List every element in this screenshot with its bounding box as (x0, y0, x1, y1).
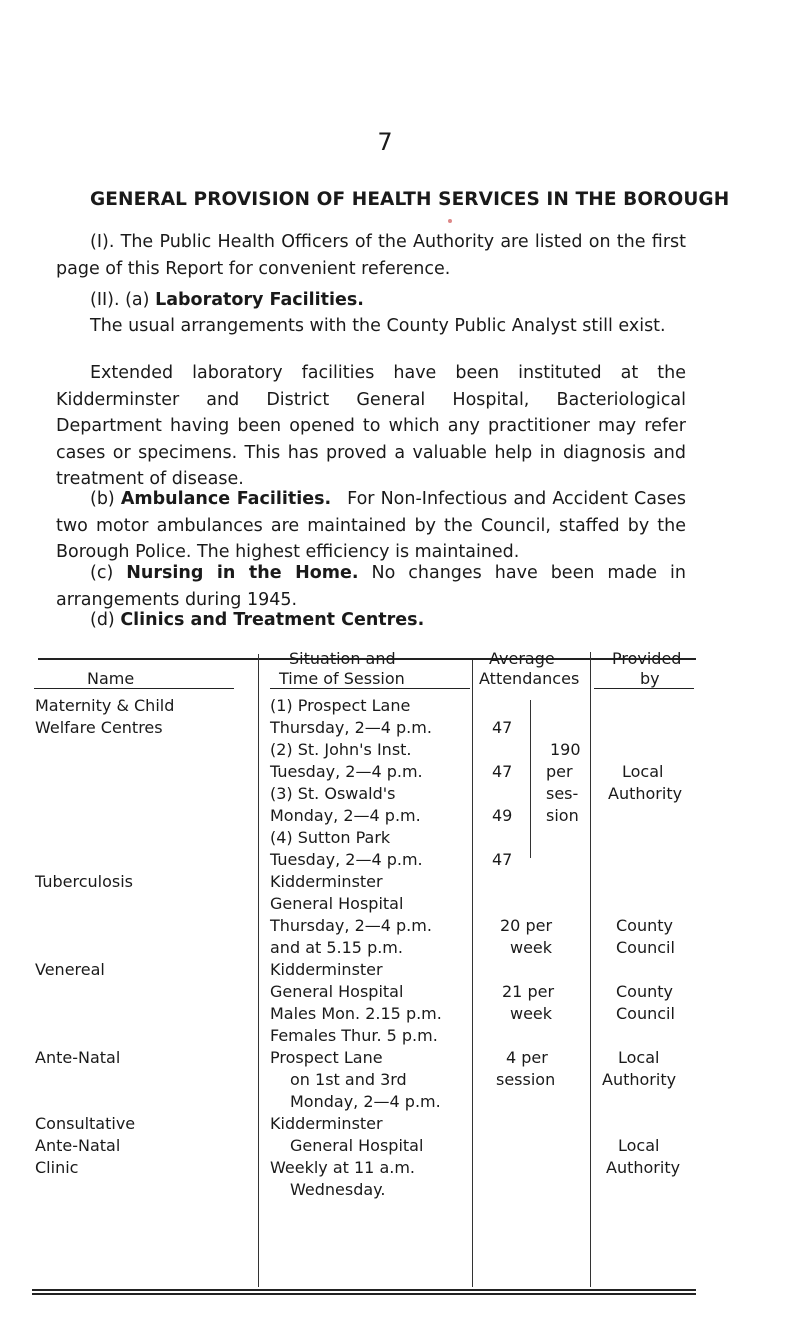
column-divider-3 (590, 652, 591, 1287)
table-bottom-rule-2 (32, 1293, 696, 1295)
row-cons-s3: Weekly at 11 a.m. (270, 1158, 416, 1177)
row-tb-s3: Thursday, 2—4 p.m. (270, 916, 432, 935)
paragraph-1-text: (I). The Public Health Officers of the Authority are listed on the first page of this Report for convenient reference. (56, 232, 686, 279)
row-tb-s2: General Hospital (270, 894, 404, 913)
row-mcw-total-4: sion (546, 806, 579, 825)
row-tb-provided-2: Council (616, 938, 675, 957)
row-tb-avg-1: 20 per (500, 916, 553, 935)
row-mcw-provided-1: Local (622, 762, 664, 781)
header-situation-2: Time of Session (279, 669, 405, 688)
header-situation-1: Situation and (289, 649, 396, 668)
row-mcw-avg-2: 47 (492, 762, 513, 781)
row-ven-s4: Females Thur. 5 p.m. (270, 1026, 438, 1045)
row-tb-avg-2: week (510, 938, 553, 957)
row-an-s1: Prospect Lane (270, 1048, 383, 1067)
row-ven-s3: Males Mon. 2.15 p.m. (270, 1004, 442, 1023)
row-an-avg-1: 4 per (506, 1048, 548, 1067)
row-mcw-avg-4: 47 (492, 850, 513, 869)
header-average-1: Average (489, 649, 555, 668)
section-d-label: (d) (90, 610, 115, 630)
row-an-provided-1: Local (618, 1048, 660, 1067)
row-tb-s1: Kidderminster (270, 872, 383, 891)
section-c-label: (c) (90, 563, 114, 583)
row-ven-name: Venereal (35, 960, 105, 979)
row-cons-s2: General Hospital (290, 1136, 424, 1155)
column-divider-1 (258, 654, 259, 1287)
row-mcw-s1: (1) Prospect Lane (270, 696, 411, 715)
header-name: Name (87, 669, 135, 688)
table-bottom-rule (32, 1289, 696, 1291)
row-ven-s1: Kidderminster (270, 960, 383, 979)
row-an-s2: on 1st and 3rd (290, 1070, 407, 1089)
row-mcw-name-1: Maternity & Child (35, 696, 175, 715)
row-mcw-avg-3: 49 (492, 806, 513, 825)
row-mcw-avg-1: 47 (492, 718, 513, 737)
row-cons-name-3: Clinic (35, 1158, 79, 1177)
section-ii-label: (II). (a) (90, 290, 150, 310)
paragraph-4-text: Extended laboratory facilities have been instituted at the Kidderminster and District General Hospital, Bacteriological Department having been opened to which any practitioner may refer cases or specimens. This has proved a valuable help in diagnosis and treatment of disease. (56, 363, 686, 489)
row-an-s3: Monday, 2—4 p.m. (290, 1092, 441, 1111)
laboratory-facilities-title: Laboratory Facilities. (155, 290, 364, 310)
row-mcw-total-2: per (546, 762, 573, 781)
row-tb-s4: and at 5.15 p.m. (270, 938, 403, 957)
page-heading: GENERAL PROVISION OF HEALTH SERVICES IN THE BOROUGH (90, 189, 730, 210)
row-an-avg-2: session (496, 1070, 556, 1089)
row-cons-name-2: Ante-Natal (35, 1136, 121, 1155)
row-mcw-s5: (3) St. Oswald's (270, 784, 396, 803)
row-cons-provided-1: Local (618, 1136, 660, 1155)
row-ven-provided-1: County (616, 982, 673, 1001)
paragraph-6-text: No changes have been made in arrangements during 1945. (56, 563, 686, 610)
header-provided-2: by (640, 669, 660, 688)
row-cons-provided-2: Authority (606, 1158, 681, 1177)
row-mcw-s8: Tuesday, 2—4 p.m. (270, 850, 423, 869)
row-mcw-name-2: Welfare Centres (35, 718, 163, 737)
column-divider-2 (472, 660, 473, 1287)
row-cons-s1: Kidderminster (270, 1114, 383, 1133)
row-cons-name-1: Consultative (35, 1114, 136, 1133)
row-an-provided-2: Authority (602, 1070, 677, 1089)
row-mcw-s6: Monday, 2—4 p.m. (270, 806, 421, 825)
nursing-title: Nursing in the Home. (126, 563, 359, 583)
row-cons-s4: Wednesday. (290, 1180, 386, 1199)
row-ven-s2: General Hospital (270, 982, 404, 1001)
header-provided-1: Provided (612, 649, 682, 668)
row-ven-avg-2: week (510, 1004, 553, 1023)
page-number: 7 (377, 128, 393, 156)
row-mcw-total-3: ses- (546, 784, 579, 803)
row-ven-provided-2: Council (616, 1004, 675, 1023)
attendance-brace (530, 700, 531, 858)
row-mcw-s4: Tuesday, 2—4 p.m. (270, 762, 423, 781)
row-mcw-provided-2: Authority (608, 784, 683, 803)
row-tb-name: Tuberculosis (35, 872, 133, 891)
row-an-name: Ante-Natal (35, 1048, 121, 1067)
row-mcw-total-1: 190 (550, 740, 581, 759)
clinics-title: Clinics and Treatment Centres. (120, 610, 425, 630)
paragraph-3-text: The usual arrangements with the County Public Analyst still exist. (90, 316, 666, 336)
row-ven-avg-1: 21 per (502, 982, 555, 1001)
row-mcw-s2: Thursday, 2—4 p.m. (270, 718, 432, 737)
ambulance-facilities-title: Ambulance Facilities. (120, 489, 332, 509)
row-mcw-s3: (2) St. John's Inst. (270, 740, 412, 759)
paragraph-5-text: For Non-Infectious and Accident Cases two motor ambulances are maintained by the Council, staffed by the Borough Police. The highest efficiency is maintained. (56, 489, 686, 562)
row-tb-provided-1: County (616, 916, 673, 935)
row-mcw-s7: (4) Sutton Park (270, 828, 391, 847)
header-average-2: Attendances (479, 669, 580, 688)
section-b-label: (b) (90, 489, 115, 509)
